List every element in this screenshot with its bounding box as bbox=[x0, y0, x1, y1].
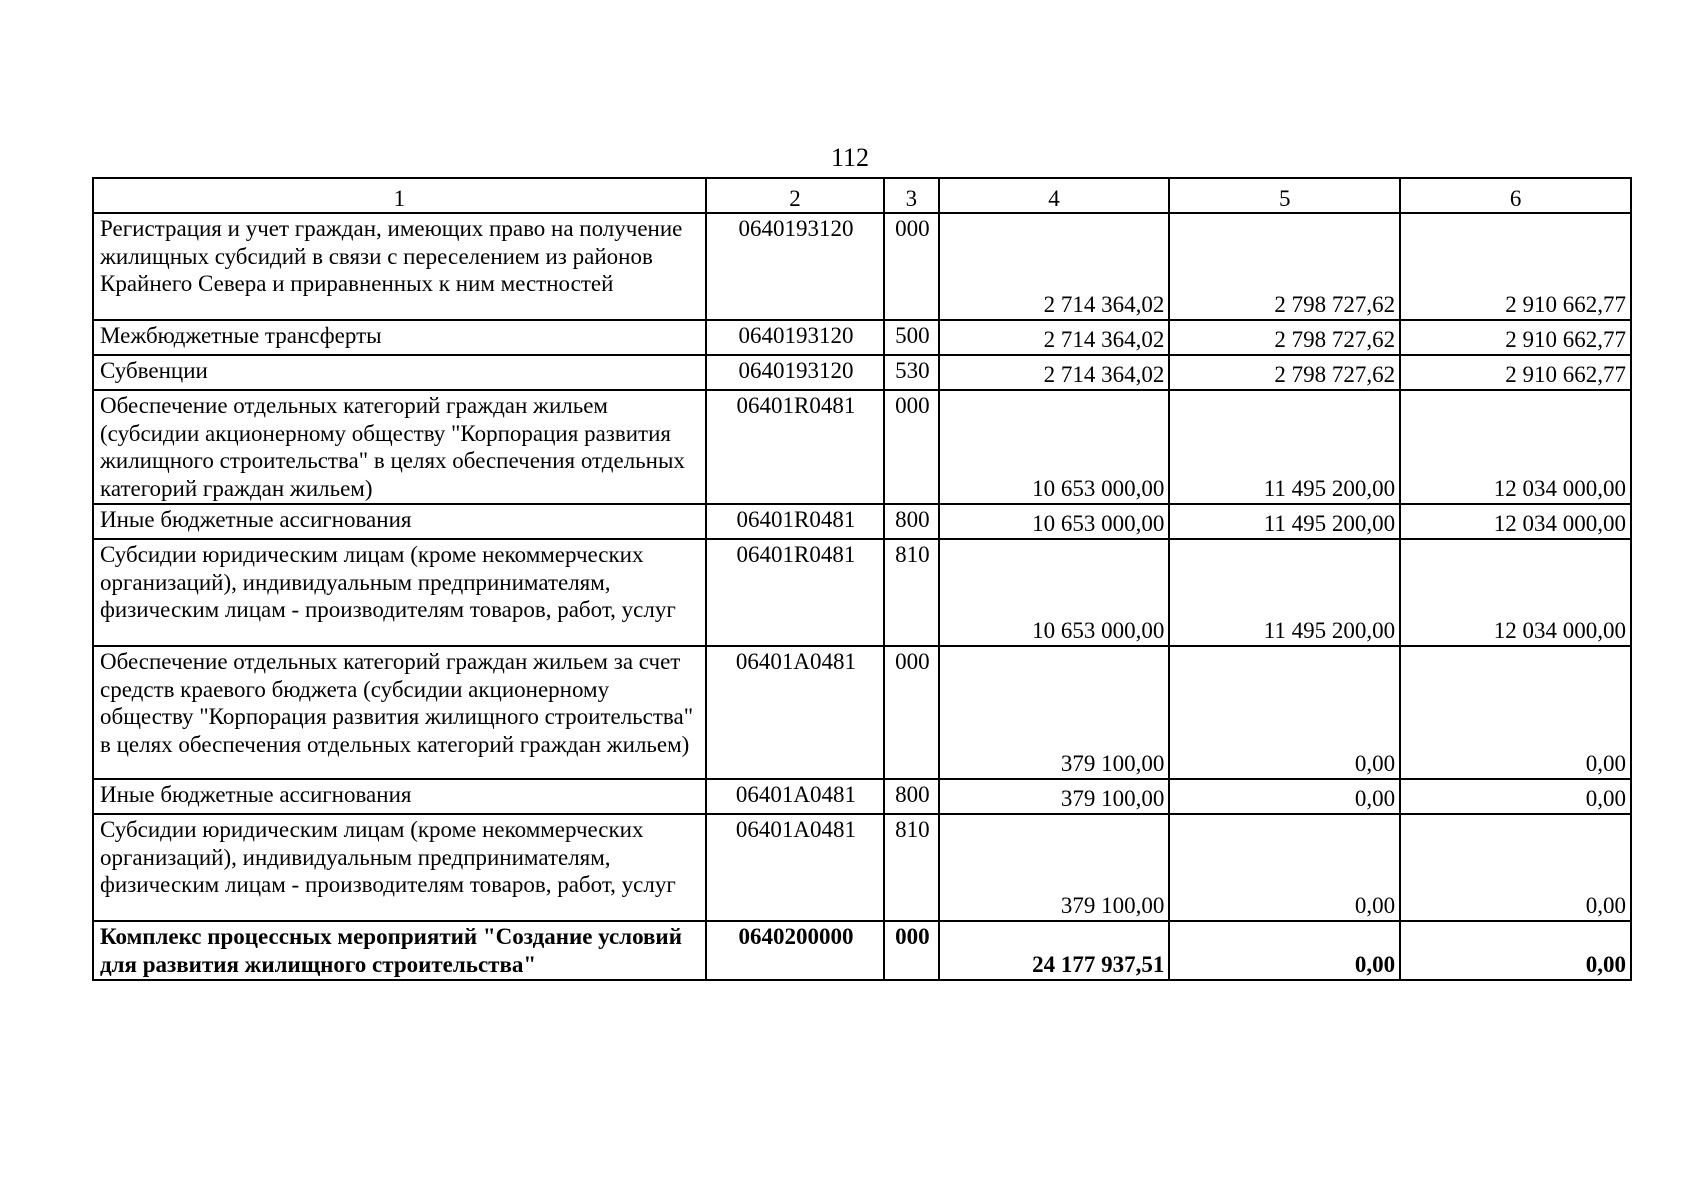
column-number-2: 2 bbox=[706, 178, 884, 213]
row-amount-year-2: 0,00 bbox=[1169, 921, 1400, 980]
row-expense-kind: 000 bbox=[884, 646, 938, 779]
row-amount-year-2: 2 798 727,62 bbox=[1169, 355, 1400, 390]
row-amount-year-1: 10 653 000,00 bbox=[939, 504, 1170, 539]
row-name: Субсидии юридическим лицам (кроме некоммерческих организаций), индивидуальным предпринимателям, физическим лицам - производителям товаров, работ, услуг bbox=[93, 539, 706, 646]
table-row bbox=[93, 646, 1631, 779]
row-name: Субвенции bbox=[93, 355, 706, 390]
row-expense-kind: 000 bbox=[884, 213, 938, 320]
row-amount-year-1: 2 714 364,02 bbox=[939, 213, 1170, 320]
row-amount-year-1: 379 100,00 bbox=[939, 779, 1170, 814]
row-amount-year-1: 379 100,00 bbox=[939, 646, 1170, 779]
row-amount-year-2: 2 798 727,62 bbox=[1169, 320, 1400, 355]
row-target-code: 06401R0481 bbox=[706, 539, 884, 646]
row-target-code: 0640193120 bbox=[706, 320, 884, 355]
row-amount-year-3: 0,00 bbox=[1400, 646, 1631, 779]
row-amount-year-2: 0,00 bbox=[1169, 779, 1400, 814]
row-amount-year-3: 0,00 bbox=[1400, 814, 1631, 921]
row-amount-year-2: 2 798 727,62 bbox=[1169, 213, 1400, 320]
table-row bbox=[93, 921, 1631, 980]
table-row bbox=[93, 390, 1631, 504]
row-target-code: 0640193120 bbox=[706, 213, 884, 320]
row-target-code: 06401A0481 bbox=[706, 814, 884, 921]
table-row bbox=[93, 539, 1631, 646]
table-row bbox=[93, 779, 1631, 814]
column-number-4: 4 bbox=[939, 178, 1170, 213]
row-name: Субсидии юридическим лицам (кроме некоммерческих организаций), индивидуальным предпринимателям, физическим лицам - производителям товаров, работ, услуг bbox=[93, 814, 706, 921]
row-name: Обеспечение отдельных категорий граждан жильем за счет средств краевого бюджета (субсидии акционерному обществу "Корпорация развития жилищного строительства" в целях обеспечения отдельных категорий граждан жильем) bbox=[93, 646, 706, 779]
row-amount-year-1: 379 100,00 bbox=[939, 814, 1170, 921]
row-name: Иные бюджетные ассигнования bbox=[93, 504, 706, 539]
row-name: Комплекс процессных мероприятий "Создание условий для развития жилищного строительства" bbox=[93, 921, 706, 980]
row-amount-year-3: 0,00 bbox=[1400, 779, 1631, 814]
table-header-row bbox=[93, 178, 1631, 213]
row-expense-kind: 530 bbox=[884, 355, 938, 390]
page-number: 112 bbox=[830, 143, 870, 172]
row-name: Межбюджетные трансферты bbox=[93, 320, 706, 355]
row-amount-year-2: 11 495 200,00 bbox=[1169, 390, 1400, 504]
row-expense-kind: 810 bbox=[884, 814, 938, 921]
row-amount-year-3: 2 910 662,77 bbox=[1400, 213, 1631, 320]
budget-table bbox=[92, 177, 1632, 981]
row-amount-year-3: 12 034 000,00 bbox=[1400, 539, 1631, 646]
row-expense-kind: 000 bbox=[884, 921, 938, 980]
row-name: Регистрация и учет граждан, имеющих право на получение жилищных субсидий в связи с переселением из районов Крайнего Севера и приравненных к ним местностей bbox=[93, 213, 706, 320]
row-target-code: 0640200000 bbox=[706, 921, 884, 980]
row-target-code: 06401A0481 bbox=[706, 646, 884, 779]
row-amount-year-2: 0,00 bbox=[1169, 814, 1400, 921]
row-expense-kind: 000 bbox=[884, 390, 938, 504]
row-name: Иные бюджетные ассигнования bbox=[93, 779, 706, 814]
row-amount-year-3: 0,00 bbox=[1400, 921, 1631, 980]
row-target-code: 06401R0481 bbox=[706, 504, 884, 539]
table-row bbox=[93, 814, 1631, 921]
column-number-1: 1 bbox=[93, 178, 706, 213]
row-target-code: 0640193120 bbox=[706, 355, 884, 390]
table-row bbox=[93, 213, 1631, 320]
table-row bbox=[93, 355, 1631, 390]
row-amount-year-1: 10 653 000,00 bbox=[939, 539, 1170, 646]
row-name: Обеспечение отдельных категорий граждан жильем (субсидии акционерному обществу "Корпорация развития жилищного строительства" в целях обеспечения отдельных категорий граждан жильем) bbox=[93, 390, 706, 504]
row-expense-kind: 800 bbox=[884, 504, 938, 539]
row-amount-year-1: 24 177 937,51 bbox=[939, 921, 1170, 980]
row-amount-year-1: 10 653 000,00 bbox=[939, 390, 1170, 504]
row-amount-year-3: 12 034 000,00 bbox=[1400, 504, 1631, 539]
row-amount-year-2: 0,00 bbox=[1169, 646, 1400, 779]
row-amount-year-3: 2 910 662,77 bbox=[1400, 355, 1631, 390]
row-amount-year-3: 2 910 662,77 bbox=[1400, 320, 1631, 355]
row-amount-year-3: 12 034 000,00 bbox=[1400, 390, 1631, 504]
row-amount-year-1: 2 714 364,02 bbox=[939, 320, 1170, 355]
table-row bbox=[93, 504, 1631, 539]
row-expense-kind: 500 bbox=[884, 320, 938, 355]
row-expense-kind: 800 bbox=[884, 779, 938, 814]
row-expense-kind: 810 bbox=[884, 539, 938, 646]
table-row bbox=[93, 320, 1631, 355]
row-amount-year-1: 2 714 364,02 bbox=[939, 355, 1170, 390]
column-number-6: 6 bbox=[1400, 178, 1631, 213]
column-number-3: 3 bbox=[884, 178, 938, 213]
column-number-5: 5 bbox=[1169, 178, 1400, 213]
row-target-code: 06401A0481 bbox=[706, 779, 884, 814]
row-amount-year-2: 11 495 200,00 bbox=[1169, 539, 1400, 646]
row-amount-year-2: 11 495 200,00 bbox=[1169, 504, 1400, 539]
row-target-code: 06401R0481 bbox=[706, 390, 884, 504]
